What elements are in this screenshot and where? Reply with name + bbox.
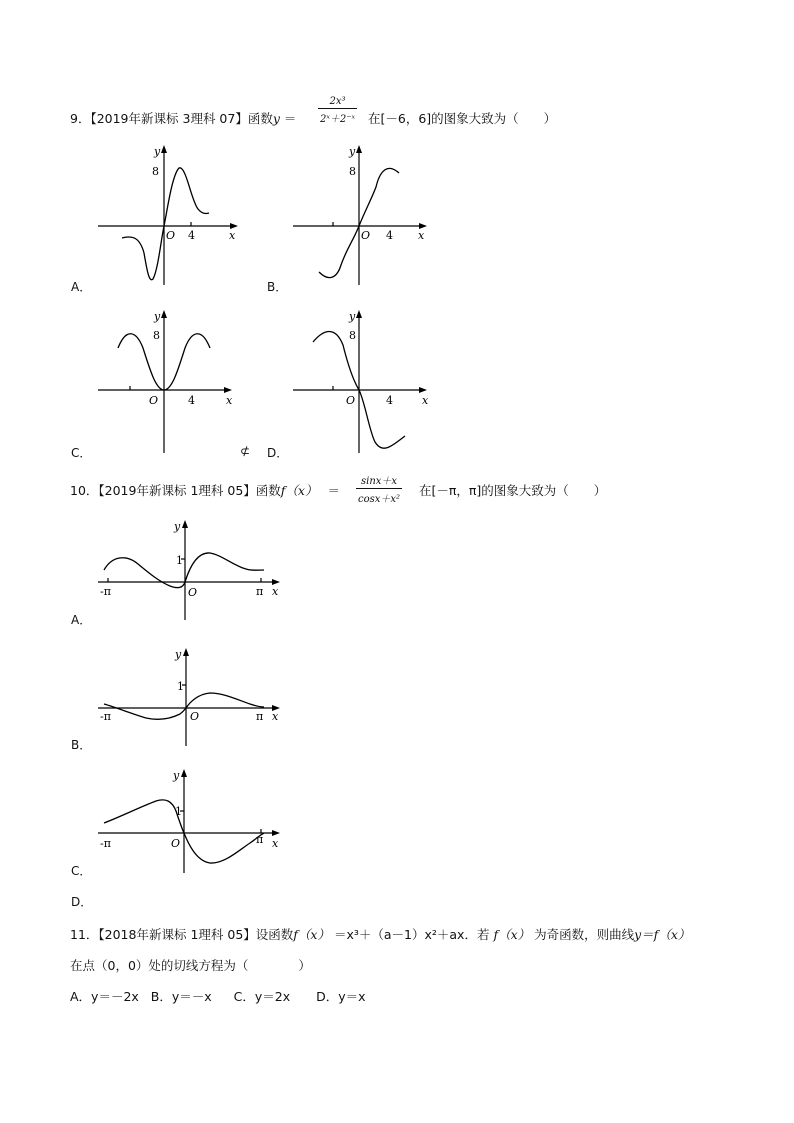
x-arrow-icon <box>224 387 232 393</box>
x-tick-label: 4 <box>188 229 195 242</box>
q11-equation: ＝x³＋（a－1）x²＋ax．若 <box>333 927 490 942</box>
x-label: x <box>418 229 425 242</box>
q9-fraction <box>318 96 357 125</box>
q9-label-a: A． <box>71 280 92 294</box>
q11-option-a: A．y＝－2x <box>70 989 139 1004</box>
x-pi-label: π <box>256 585 264 598</box>
y-label: y <box>154 145 161 158</box>
y-label: y <box>174 520 181 533</box>
y-tick-label: 8 <box>349 165 356 178</box>
q9-label-b: B． <box>267 280 288 294</box>
y-label: y <box>173 769 180 782</box>
q11-option-d: D．y＝x <box>316 989 366 1004</box>
origin-label: O <box>190 710 200 723</box>
y-arrow-icon <box>182 520 188 528</box>
q11-curve: y＝f（x） <box>634 927 691 942</box>
q11-option-c: C．y＝2x <box>233 989 291 1004</box>
x-arrow-icon <box>419 387 427 393</box>
q10-func: f（x） <box>280 483 318 498</box>
origin-label: O <box>361 229 371 242</box>
x-label: x <box>272 585 279 598</box>
x-label: x <box>272 837 279 850</box>
q10-label-b: B． <box>71 738 92 752</box>
q9-text-after: 在[－6，6]的图象大致为（ ） <box>368 111 557 126</box>
x-neg-pi-label: -π <box>100 710 111 723</box>
y-arrow-icon <box>181 769 187 777</box>
q11-func-2: f（x） <box>493 927 531 942</box>
q9-frac-num: 2x³ <box>329 96 346 107</box>
q9-frac-bar <box>318 108 357 109</box>
q9-graph-c <box>98 310 238 455</box>
x-tick-label: 4 <box>386 229 393 242</box>
q11-mid: 为奇函数，则曲线 <box>534 927 635 942</box>
q9-frac-den: 2ˣ＋2⁻ˣ <box>320 114 356 125</box>
q10-label-c: C． <box>71 864 92 878</box>
q9-number: 9． <box>70 111 91 126</box>
q10-tag: 【2019年新课标 1理科 05】 <box>98 483 256 498</box>
q9-graph-d <box>293 310 433 455</box>
y-arrow-icon <box>161 145 167 153</box>
x-label: x <box>422 394 429 407</box>
q10-graph-c <box>98 767 284 875</box>
y-arrow-icon <box>356 145 362 153</box>
q10-frac-bar <box>356 488 402 489</box>
q9-graph-a <box>98 145 238 285</box>
q10-text-before: 函数 <box>255 483 281 498</box>
q9-stray-symbol: ⊄ <box>240 444 251 458</box>
x-label: x <box>229 229 236 242</box>
q11-line-2: 在点（0，0）处的切线方程为（ ） <box>70 958 311 973</box>
y-tick-label: 1 <box>176 554 183 567</box>
x-pi-label: π <box>256 710 264 723</box>
y-label: y <box>154 310 161 323</box>
y-arrow-icon <box>183 648 189 656</box>
y-label: y <box>175 648 182 661</box>
q9-equals: ＝ <box>283 111 297 126</box>
q11-options <box>70 987 366 1005</box>
x-arrow-icon <box>272 830 280 836</box>
q9-tag: 【2019年新课标 3理科 07】 <box>90 111 248 126</box>
q11-lead: 11．【2018年新课标 1理科 05】设函数 <box>70 927 294 942</box>
y-tick-label: 1 <box>177 680 184 693</box>
q9-stem <box>70 109 296 127</box>
x-tick-label: 4 <box>386 394 393 407</box>
q9-text-before: 函数 <box>247 111 273 126</box>
x-neg-pi-label: -π <box>100 585 111 598</box>
y-arrow-icon <box>161 310 167 318</box>
q9-label-c: C． <box>71 446 92 460</box>
curve <box>104 693 264 719</box>
y-tick-label: 8 <box>349 329 356 342</box>
origin-label: O <box>166 229 176 242</box>
y-label: y <box>349 145 356 158</box>
q11-line-1 <box>70 925 690 943</box>
q11-option-b: B．y＝－x <box>150 989 212 1004</box>
q10-text-after: 在[－π，π]的图象大致为（ ） <box>419 483 607 498</box>
q11-func: f（x） <box>293 927 330 942</box>
y-tick-label: 8 <box>152 165 159 178</box>
q10-stem <box>70 481 340 499</box>
curve <box>122 168 209 280</box>
q9-graph-b <box>293 145 433 285</box>
origin-label: O <box>188 586 198 599</box>
x-pi-label: π <box>256 833 264 846</box>
q10-graph-a <box>98 518 284 620</box>
q10-fraction <box>356 472 402 505</box>
origin-label: O <box>346 394 356 407</box>
origin-label: O <box>171 837 181 850</box>
x-tick-label: 4 <box>188 394 195 407</box>
q10-frac-num: sinx＋x <box>360 476 398 487</box>
q10-number: 10． <box>70 483 99 498</box>
y-arrow-icon <box>356 310 362 318</box>
q10-label-d: D． <box>71 895 93 909</box>
x-label: x <box>226 394 233 407</box>
q10-equals: ＝ <box>327 483 340 498</box>
q9-label-d: D． <box>267 446 289 460</box>
q10-graph-b <box>98 646 284 746</box>
x-label: x <box>272 710 279 723</box>
y-tick-label: 8 <box>153 329 160 342</box>
q9-func-var: y <box>272 111 280 126</box>
q10-label-a: A． <box>71 613 92 627</box>
q10-frac-den: cosx＋x² <box>358 494 401 505</box>
origin-label: O <box>149 394 159 407</box>
x-neg-pi-label: -π <box>100 837 111 850</box>
y-label: y <box>349 310 356 323</box>
y-tick-label: 1 <box>175 805 182 818</box>
